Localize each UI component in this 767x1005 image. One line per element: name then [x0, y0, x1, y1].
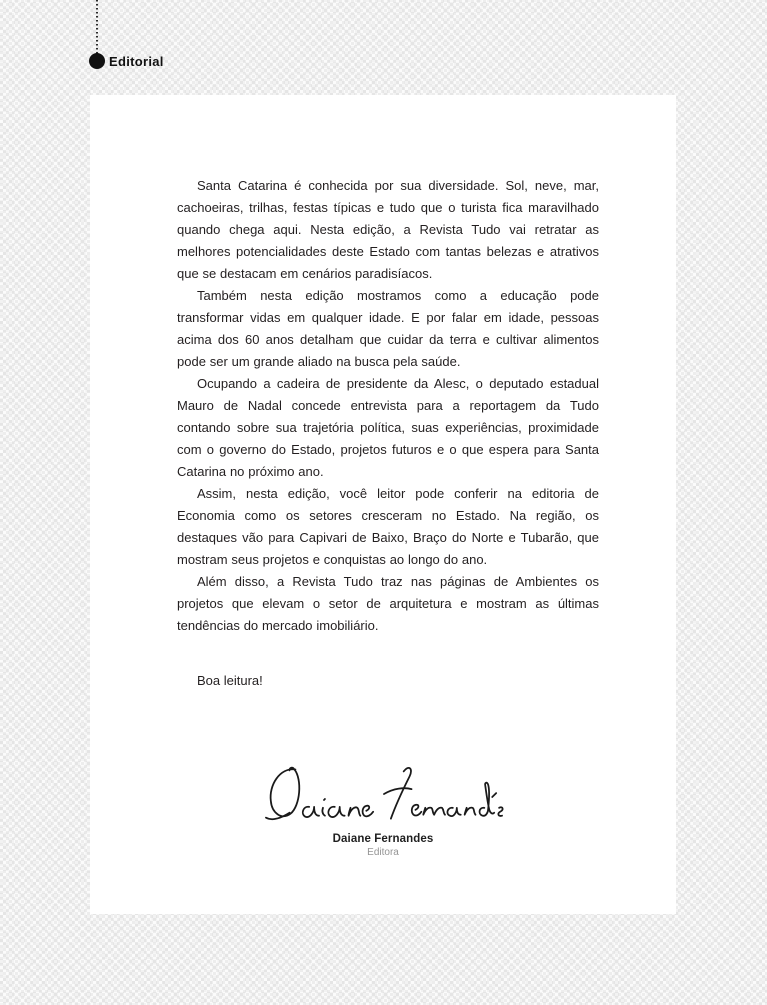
dotted-drop-line	[96, 0, 98, 54]
editorial-paragraph: Ocupando a cadeira de presidente da Alesc, o deputado estadual Mauro de Nadal concede entrevista para a reportagem da Tudo contando sobre sua trajetória política, suas experiências, proximidade com o governo do Estado, projetos futuros e o que espera para Santa Catarina no próximo ano.	[177, 376, 599, 479]
section-label: Editorial	[109, 53, 164, 69]
bullet-icon	[89, 53, 105, 69]
closing-line: Boa leitura!	[197, 673, 263, 688]
editorial-content	[177, 175, 599, 692]
page-card	[90, 95, 676, 914]
signer-name: Daiane Fernandes	[332, 833, 434, 845]
editorial-paragraph: Também nesta edição mostramos como a educação pode transformar vidas em qualquer idade. E por falar em idade, pessoas acima dos 60 anos detalham que cuidar da terra e cultivar alimentos pode ser um grande aliado na busca pela saúde.	[177, 288, 599, 369]
editorial-paragraphs	[177, 175, 599, 637]
editorial-paragraph: Além disso, a Revista Tudo traz nas páginas de Ambientes os projetos que elevam o setor de arquitetura e mostram as últimas tendências do mercado imobiliário.	[177, 574, 599, 633]
editorial-paragraph: Assim, nesta edição, você leitor pode conferir na editoria de Economia como os setores cresceram no Estado. Na região, os destaques vão para Capivari de Baixo, Braço do Norte e Tubarão, que mostram seus projetos e conquistas ao longo do ano.	[177, 486, 599, 567]
signer-role: Editora	[367, 847, 399, 858]
section-header	[89, 53, 164, 69]
signature-block	[90, 763, 676, 858]
editorial-paragraph: Santa Catarina é conhecida por sua diversidade. Sol, neve, mar, cachoeiras, trilhas, festas típicas e tudo que o turista fica maravilhado quando chega aqui. Nesta edição, a Revista Tudo vai retratar as melhores potencialidades deste Estado com tantas belezas e atrativos que se destacam em cenários paradisíacos.	[177, 178, 599, 281]
handwritten-signature	[260, 763, 506, 831]
